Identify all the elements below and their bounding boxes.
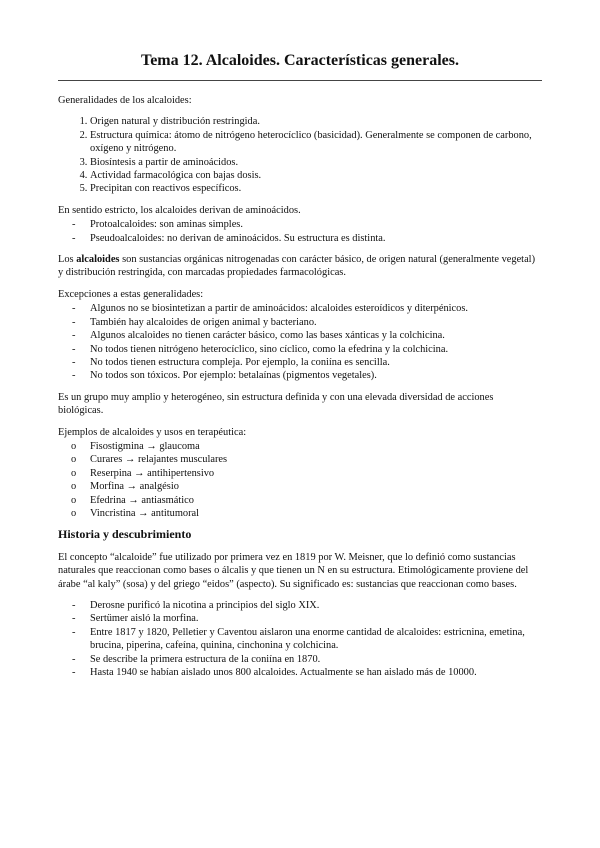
- ejemplos-list: [58, 440, 540, 520]
- alkaloid-use: antiasmático: [141, 494, 194, 506]
- definicion-paragraph: [58, 253, 540, 280]
- circle-bullet: o: [71, 440, 77, 452]
- alkaloid-name: Efedrina: [90, 494, 126, 506]
- dash-bullet: -: [72, 370, 76, 382]
- list-item: [58, 232, 540, 245]
- arrow-icon: →: [138, 507, 149, 519]
- list-item: 2. Estructura química: átomo de nitrógeno heterocíclico (basicidad). Generalmente se componen de carbono, oxígeno y nitrógeno.: [90, 129, 540, 156]
- arrow-icon: →: [134, 467, 145, 479]
- list-item-text: Se describe la primera estructura de la coniína en 1870.: [90, 653, 321, 665]
- list-item: [58, 507, 540, 520]
- dash-bullet: -: [72, 232, 76, 244]
- term-alcaloide: “alcaloide”: [109, 551, 157, 563]
- circle-bullet: o: [71, 467, 77, 479]
- sentido-estricto-intro: En sentido estricto, los alcaloides derivan de aminoácidos.: [58, 204, 301, 216]
- excepciones-intro: Excepciones a estas generalidades:: [58, 288, 204, 300]
- alkaloid-name: Fisostigmina: [90, 440, 144, 452]
- title-divider: [58, 80, 542, 81]
- list-item: 4. Actividad farmacológica con bajas dosis.: [90, 169, 540, 182]
- list-item: [58, 467, 540, 480]
- list-item: [58, 666, 540, 679]
- dash-bullet: -: [72, 330, 76, 342]
- dash-bullet: -: [72, 356, 76, 368]
- circle-bullet: o: [71, 454, 77, 466]
- list-item: [58, 599, 540, 612]
- term-eidos: “eidos”: [202, 578, 234, 590]
- historia-heading: Historia y descubrimiento: [58, 527, 192, 542]
- dash-bullet: -: [72, 613, 76, 625]
- dash-bullet: -: [72, 316, 76, 328]
- list-item: [58, 480, 540, 493]
- list-item: [58, 218, 540, 231]
- text-span: (aspecto). Su significado es: sustancias que reaccionan como bases.: [233, 578, 517, 590]
- term-al-kaly: “al kaly”: [83, 578, 121, 590]
- page-title: Tema 12. Alcaloides. Características generales.: [140, 52, 459, 69]
- alkaloid-use: relajantes musculares: [137, 454, 228, 466]
- arrow-icon: →: [146, 440, 157, 452]
- list-item: [58, 329, 540, 342]
- list-item-text: No todos tienen nitrógeno heterocíclico, sino cíclico, como la efedrina y la colchicina.: [90, 343, 449, 355]
- excepciones-list: [58, 302, 540, 382]
- generalidades-list: [58, 115, 540, 195]
- list-item: [58, 453, 540, 466]
- list-item: [58, 316, 540, 329]
- dash-bullet: -: [72, 303, 76, 315]
- alkaloid-name: Vincristina: [90, 507, 136, 519]
- grupo-paragraph: Es un grupo muy amplio y heterogéneo, sin estructura definida y con una elevada diversidad de acciones biológicas.: [58, 391, 494, 417]
- circle-bullet: o: [71, 507, 77, 519]
- list-item-text: Protoalcaloides: son aminas simples.: [90, 219, 243, 231]
- list-item: [58, 612, 540, 625]
- list-item-text: Entre 1817 y 1820, Pelletier y Caventou aislaron una enorme cantidad de alcaloides: estricnina, emetina, brucina, piperina, cafeína, quinina, cinchonina y colchicina.: [90, 626, 525, 652]
- list-item-text: Algunos alcaloides no tienen carácter básico, como las bases xánticas y la colchicina.: [90, 330, 445, 342]
- alkaloid-use: antihipertensivo: [147, 467, 215, 479]
- list-item: [58, 302, 540, 315]
- alkaloid-use: antitumoral: [151, 507, 200, 519]
- list-item-text: Algunos no se biosintetizan a partir de aminoácidos: alcaloides esteroídicos y diterpénicos.: [90, 303, 468, 315]
- alkaloid-name: Morfina: [90, 481, 125, 493]
- historia-list: [58, 599, 540, 679]
- list-item: 5. Precipitan con reactivos específicos.: [90, 182, 540, 195]
- dash-bullet: -: [72, 653, 76, 665]
- text-span: El concepto: [58, 551, 110, 563]
- document-body: [58, 94, 540, 687]
- historia-paragraph: [58, 551, 540, 591]
- list-item-text: También hay alcaloides de origen animal y bacteriano.: [90, 316, 317, 328]
- dash-bullet: -: [72, 343, 76, 355]
- list-item-text: No todos son tóxicos. Por ejemplo: betalaínas (pigmentos vegetales).: [90, 370, 377, 382]
- text-span: (sosa) y del griego: [120, 578, 203, 590]
- list-item-text: Hasta 1940 se habían aislado unos 800 alcaloides. Actualmente se han aislado más de 10000.: [90, 667, 477, 679]
- list-item: [58, 369, 540, 382]
- alkaloid-use: glaucoma: [159, 440, 200, 452]
- list-item: [58, 653, 540, 666]
- dash-bullet: -: [72, 667, 76, 679]
- ejemplos-intro: Ejemplos de alcaloides y usos en terapéutica:: [58, 426, 247, 438]
- list-item: [58, 626, 540, 653]
- generalidades-intro: Generalidades de los alcaloides:: [58, 95, 192, 106]
- list-item: [58, 494, 540, 507]
- dash-bullet: -: [72, 600, 76, 611]
- circle-bullet: o: [71, 481, 77, 493]
- list-item: [58, 343, 540, 356]
- dash-bullet: -: [72, 219, 76, 231]
- definicion-term: alcaloides: [76, 254, 120, 266]
- alkaloid-use: analgésio: [139, 481, 179, 493]
- arrow-icon: →: [128, 494, 139, 506]
- alkaloid-name: Reserpina: [90, 467, 132, 479]
- sentido-estricto-list: [58, 218, 540, 245]
- list-item: 1. Origen natural y distribución restringida.: [90, 115, 540, 128]
- definicion-prefix: Los: [58, 254, 77, 266]
- dash-bullet: -: [72, 626, 76, 638]
- arrow-icon: →: [124, 454, 136, 466]
- text-span: fue utilizado por primera vez en 1819 por W. Meisner, que lo definió como sustancias naturales que reaccionan como bases o álcalis y que tienen un N en su estructura. Etimológicamente proviene del árabe: [58, 551, 529, 590]
- arrow-icon: →: [126, 481, 138, 493]
- list-item-text: Derosne purificó la nicotina a principios del siglo XIX.: [90, 600, 320, 611]
- list-item: 3. Biosíntesis a partir de aminoácidos.: [90, 156, 540, 169]
- list-item-text: No todos tienen estructura compleja. Por ejemplo, la coniína es sencilla.: [90, 356, 390, 368]
- list-item: [58, 356, 540, 369]
- list-item-text: Pseudoalcaloides: no derivan de aminoácidos. Su estructura es distinta.: [90, 232, 386, 244]
- list-item: [58, 440, 540, 453]
- definicion-text: son sustancias orgánicas nitrogenadas con carácter básico, de origen natural (generalmente vegetal) y distribución restringida, con marcadas propiedades farmacológicas.: [58, 254, 536, 279]
- alkaloid-name: Curares: [90, 454, 123, 466]
- circle-bullet: o: [71, 494, 77, 506]
- list-item-text: Sertümer aisló la morfina.: [90, 613, 199, 625]
